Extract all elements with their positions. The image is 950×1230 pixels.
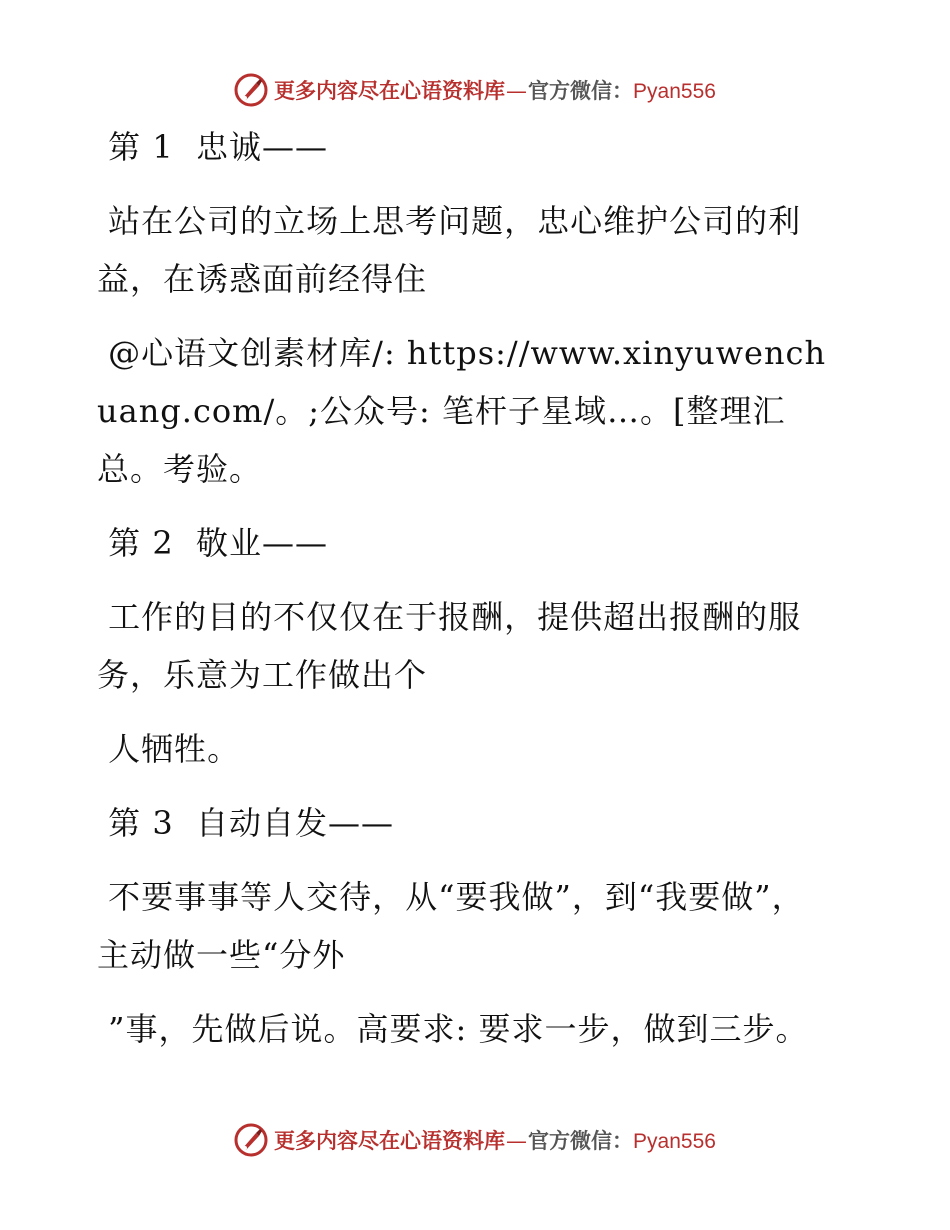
banner-wechat-id: Pyan556 — [633, 1130, 716, 1153]
paragraph-dedication-continued: 人牺牲。 — [97, 730, 241, 768]
header-banner — [0, 70, 950, 110]
banner-wechat-label: 官方微信： — [528, 78, 634, 103]
pen-logo-icon — [234, 73, 268, 107]
banner-wechat-label: 官方微信： — [528, 1128, 634, 1153]
document-body — [97, 118, 837, 1074]
paragraph-dedication-text: 工作的目的不仅仅在于报酬，提供超出报酬的服务，乐意为工作做出个 — [97, 598, 802, 694]
pen-logo-icon — [234, 1123, 268, 1157]
banner-dash: — — [506, 79, 528, 103]
banner-dash: — — [506, 1129, 528, 1153]
heading-initiative: 第 3 自动自发—— — [97, 804, 395, 842]
paragraph-source-note: @心语文创素材库/: https://www.xinyuwenchuang.com/。;公众号: 笔杆子星域…。[整理汇总。考验。 — [97, 334, 827, 488]
banner-slogan: 更多内容尽在心语资料库 — [274, 78, 506, 103]
footer-banner — [0, 1120, 950, 1160]
heading-loyalty: 第 1 忠诚—— — [97, 128, 329, 166]
banner-wechat-id: Pyan556 — [633, 80, 716, 103]
paragraph-loyalty-text: 站在公司的立场上思考问题，忠心维护公司的利益，在诱惑面前经得住 — [97, 202, 802, 298]
banner-slogan: 更多内容尽在心语资料库 — [274, 1128, 506, 1153]
paragraph-initiative-continued: ”事，先做后说。高要求: 要求一步，做到三步。 — [97, 1010, 809, 1048]
heading-dedication: 第 2 敬业—— — [97, 524, 329, 562]
paragraph-initiative-text: 不要事事等人交待，从“要我做”，到“我要做”，主动做一些“分外 — [97, 878, 805, 974]
